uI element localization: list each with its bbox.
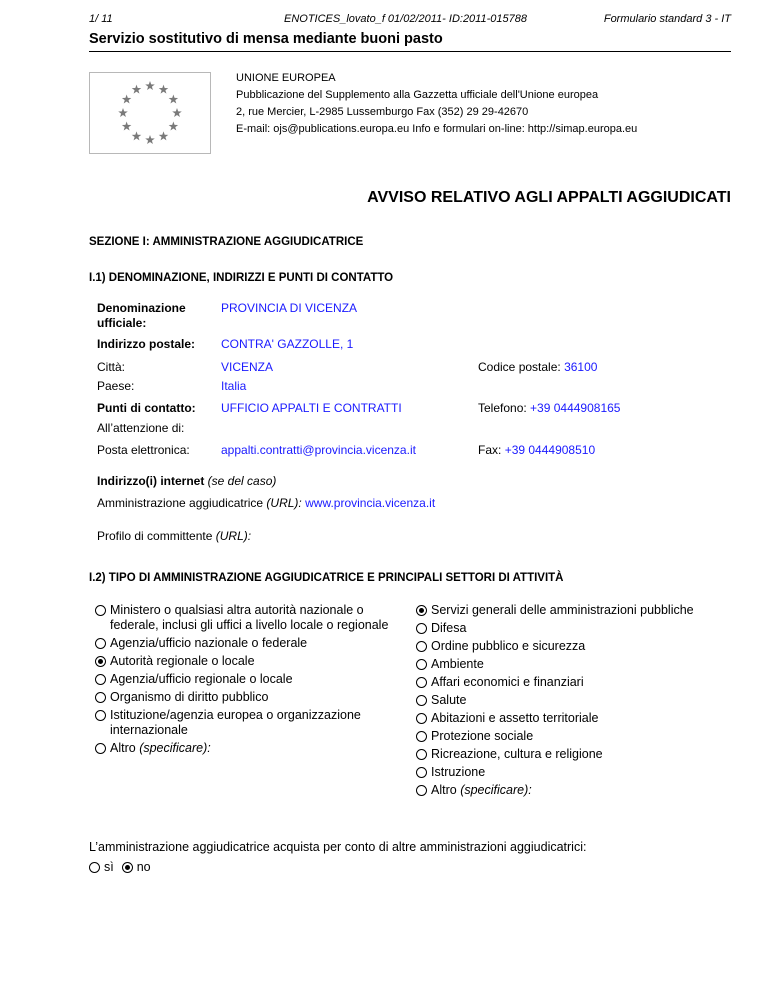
eu-stars-icon [90, 73, 210, 153]
fax-field [478, 443, 595, 457]
punti-value: UFFICIO APPALTI E CONTRATTI [221, 401, 402, 415]
sector-option[interactable] [416, 783, 736, 798]
authority-type-radio[interactable] [95, 638, 106, 649]
sector-option-text: Altro [431, 783, 457, 797]
purchase-answer [89, 860, 151, 875]
sector-radio[interactable] [416, 749, 427, 760]
eu-star-icon [145, 81, 155, 90]
paese-label: Paese: [97, 379, 135, 393]
sector-radio[interactable] [416, 695, 427, 706]
authority-type-radio[interactable] [95, 674, 106, 685]
authority-type-option-text: Agenzia/ufficio regionale o locale [110, 672, 293, 686]
sector-radio[interactable] [416, 767, 427, 778]
email-label: Posta elettronica: [97, 443, 190, 457]
authority-type-option[interactable] [95, 654, 395, 669]
sector-option[interactable] [416, 711, 736, 726]
title-rule [89, 51, 731, 52]
authority-type-radio[interactable] [95, 710, 106, 721]
telefono-value: +39 0444908165 [530, 401, 621, 415]
authority-type-option-label [110, 603, 395, 633]
sector-option-label [431, 657, 484, 672]
sector-option-label [431, 783, 532, 798]
sector-radio[interactable] [416, 641, 427, 652]
authority-type-option-text: Autorità regionale o locale [110, 654, 255, 668]
internet-note: (se del caso) [207, 474, 277, 488]
cap-label: Codice postale: [478, 360, 561, 374]
url-label: Amministrazione aggiudicatrice [97, 496, 264, 510]
eu-flag-logo [89, 72, 211, 154]
sector-option[interactable] [416, 747, 736, 762]
sector-option-text: Istruzione [431, 765, 486, 779]
authority-type-option[interactable] [95, 708, 395, 738]
authority-type-option-label [110, 708, 395, 738]
activity-sector-options [416, 603, 736, 801]
eu-star-icon [169, 95, 179, 104]
eu-publication: Pubblicazione del Supplemento alla Gazzetta ufficiale dell'Unione europea [236, 89, 599, 101]
sector-option-text: Difesa [431, 621, 467, 635]
sector-option-text: Servizi generali delle amministrazioni pubbliche [431, 603, 694, 617]
eu-star-icon [132, 131, 142, 140]
sector-option-label [431, 639, 585, 654]
url-link[interactable]: www.provincia.vicenza.it [305, 496, 436, 510]
no-radio[interactable] [122, 862, 133, 873]
sector-option-text: Ricreazione, cultura e religione [431, 747, 603, 761]
denominazione-label: Denominazione ufficiale: [97, 301, 186, 330]
sector-option-label [431, 603, 694, 618]
sector-option-label [431, 621, 466, 636]
sector-option-label [431, 675, 584, 690]
section-1-1-title: I.1) DENOMINAZIONE, INDIRIZZI E PUNTI DI CONTATTO [89, 272, 394, 284]
citta-value: VICENZA [221, 360, 274, 374]
eu-star-icon [132, 85, 142, 94]
yes-label: sì [104, 860, 114, 874]
eu-star-icon [172, 108, 182, 117]
denominazione-value: PROVINCIA DI VICENZA [221, 301, 358, 315]
eu-contacts: E-mail: ojs@publications.europa.eu Info e formulari on-line: http://simap.europa.eu [236, 123, 638, 135]
eu-star-icon [169, 122, 179, 131]
authority-type-option-text: Istituzione/agenzia europea o organizzazione internazionale [110, 708, 361, 737]
eu-star-icon [145, 135, 155, 144]
sector-option-note: (specificare): [460, 783, 532, 797]
section-1-2-title: I.2) TIPO DI AMMINISTRAZIONE AGGIUDICATRICE E PRINCIPALI SETTORI DI ATTIVITÀ [89, 572, 564, 584]
sector-option-label [431, 693, 466, 708]
sector-option[interactable] [416, 729, 736, 744]
fax-label: Fax: [478, 443, 502, 457]
authority-type-option-text: Agenzia/ufficio nazionale o federale [110, 636, 308, 650]
authority-type-option[interactable] [95, 690, 395, 705]
sector-radio[interactable] [416, 731, 427, 742]
cap-field [478, 360, 597, 374]
authority-type-option-text: Altro [110, 741, 136, 755]
page-number: 1/ 11 [89, 13, 113, 25]
sector-option-text: Salute [431, 693, 467, 707]
attenzione-label: All’attenzione di: [97, 421, 185, 435]
telefono-field [478, 401, 620, 415]
url-note: (URL): [266, 496, 302, 510]
authority-type-option[interactable] [95, 636, 395, 651]
authority-type-option[interactable] [95, 672, 395, 687]
eu-star-icon [122, 122, 132, 131]
internet-heading [97, 474, 276, 488]
sector-option[interactable] [416, 765, 736, 780]
authority-type-option-label [110, 741, 211, 756]
sector-radio[interactable] [416, 785, 427, 796]
sector-option-text: Protezione sociale [431, 729, 534, 743]
sector-option[interactable] [416, 621, 736, 636]
sector-option[interactable] [416, 603, 736, 618]
punti-label: Punti di contatto: [97, 401, 196, 415]
authority-type-option[interactable] [95, 603, 395, 633]
eu-publisher: UNIONE EUROPEA [236, 72, 336, 84]
sector-option-label [431, 765, 485, 780]
authority-type-radio[interactable] [95, 743, 106, 754]
sector-option[interactable] [416, 693, 736, 708]
internet-label: Indirizzo(i) internet [97, 474, 205, 488]
sector-radio[interactable] [416, 659, 427, 670]
email-value[interactable]: appalti.contratti@provincia.vicenza.it [221, 443, 416, 457]
sector-option[interactable] [416, 675, 736, 690]
sector-option-label [431, 729, 533, 744]
sector-option[interactable] [416, 657, 736, 672]
authority-type-option-label [110, 636, 307, 651]
authority-type-radio[interactable] [95, 605, 106, 616]
authority-type-option-text: Organismo di diritto pubblico [110, 690, 269, 704]
sector-option-label [431, 747, 603, 762]
eu-star-icon [122, 95, 132, 104]
cap-value: 36100 [564, 360, 598, 374]
form-name: Formulario standard 3 - IT [603, 13, 731, 25]
authority-type-option-label [110, 672, 293, 687]
authority-type-option-label [110, 690, 268, 705]
notice-title: Servizio sostitutivo di mensa mediante buoni pasto [89, 31, 443, 47]
sector-option-text: Affari economici e finanziari [431, 675, 584, 689]
url-line [97, 496, 435, 510]
authority-type-radio[interactable] [95, 692, 106, 703]
yes-radio[interactable] [89, 862, 100, 873]
sector-radio[interactable] [416, 677, 427, 688]
no-label: no [136, 860, 151, 874]
authority-type-radio[interactable] [95, 656, 106, 667]
sector-option-text: Abitazioni e assetto territoriale [431, 711, 599, 725]
indirizzo-label: Indirizzo postale: [97, 337, 196, 351]
sector-radio[interactable] [416, 623, 427, 634]
eu-star-icon [159, 131, 169, 140]
sector-radio[interactable] [416, 605, 427, 616]
profilo-line [97, 529, 251, 543]
authority-type-option-text: Ministero o qualsiasi altra autorità nazionale o federale, inclusi gli uffici a livello locale o regionale [110, 603, 389, 632]
eu-star-icon [118, 108, 128, 117]
main-heading: AVVISO RELATIVO AGLI APPALTI AGGIUDICATI [367, 189, 731, 206]
sector-option-label [431, 711, 598, 726]
authority-type-options [95, 603, 395, 759]
eu-address: 2, rue Mercier, L-2985 Lussemburgo Fax (352) 29 29-42670 [236, 106, 529, 118]
document-id: ENOTICES_lovato_f 01/02/2011- ID:2011-015788 [284, 13, 527, 25]
sector-option-text: Ambiente [431, 657, 484, 671]
authority-type-option[interactable] [95, 741, 395, 756]
paese-value: Italia [221, 379, 247, 393]
profilo-label: Profilo di committente [97, 529, 213, 543]
telefono-label: Telefono: [478, 401, 527, 415]
profilo-note: (URL): [215, 529, 252, 543]
indirizzo-value: CONTRA' GAZZOLLE, 1 [221, 337, 354, 351]
fax-value: +39 0444908510 [504, 443, 596, 457]
sector-option[interactable] [416, 639, 736, 654]
authority-type-option-note: (specificare): [139, 741, 211, 755]
purchase-question: L’amministrazione aggiudicatrice acquista per conto di altre amministrazioni aggiudicatrici: [89, 840, 587, 854]
eu-star-icon [159, 85, 169, 94]
section-1-title: SEZIONE I: AMMINISTRAZIONE AGGIUDICATRICE [89, 236, 364, 248]
authority-type-option-label [110, 654, 255, 669]
sector-option-text: Ordine pubblico e sicurezza [431, 639, 586, 653]
citta-label: Città: [97, 360, 126, 374]
sector-radio[interactable] [416, 713, 427, 724]
